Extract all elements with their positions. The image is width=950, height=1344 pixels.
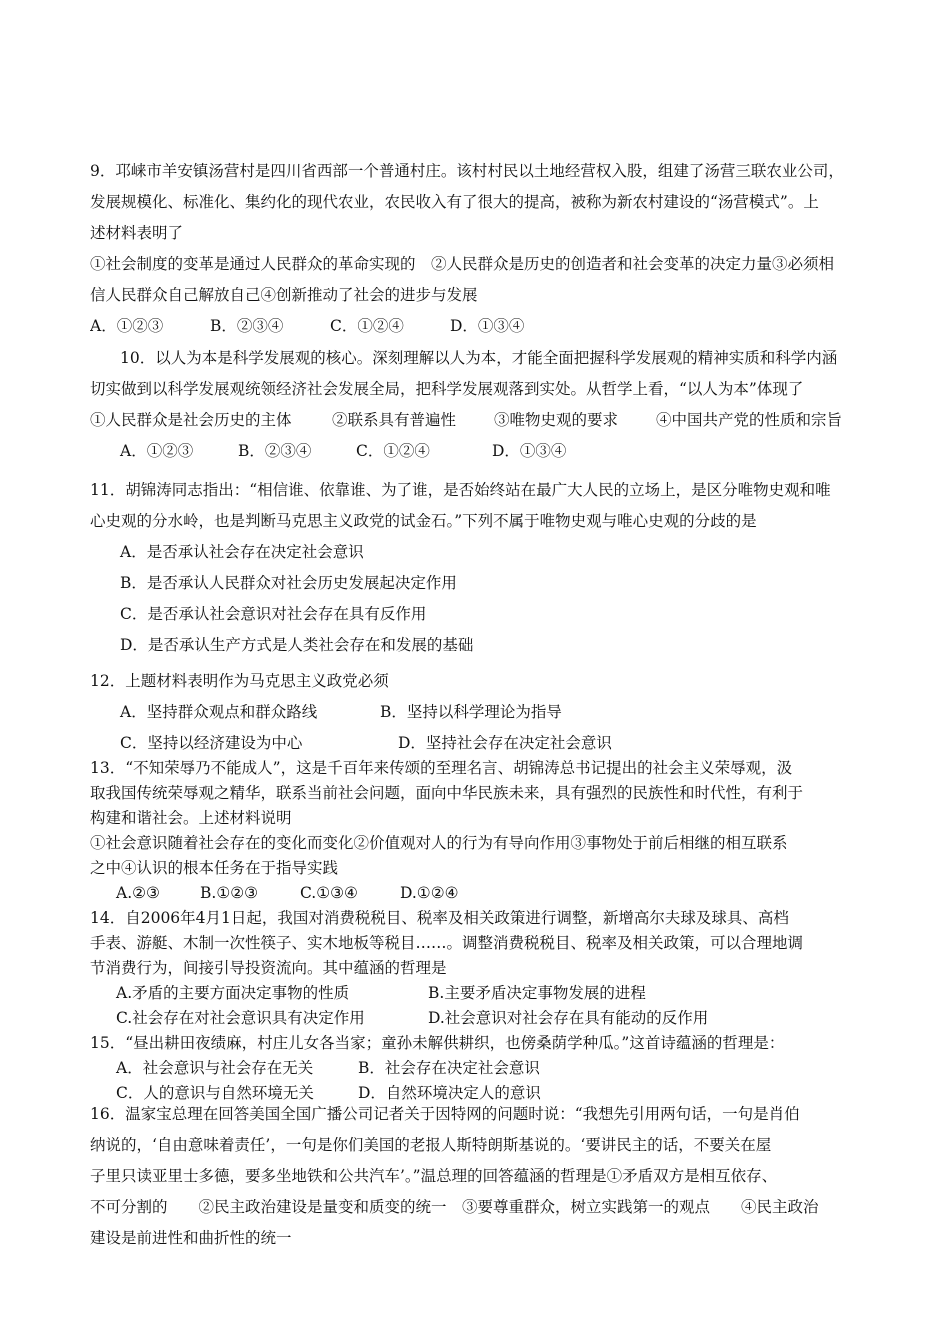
question-10-items — [90, 405, 870, 436]
option-b: B．社会存在决定社会意识 — [358, 1059, 540, 1077]
question-14-options-row-2 — [90, 1006, 870, 1031]
option-c: C．人的意识与自然环境无关 — [116, 1084, 314, 1102]
question-15-options-row-1 — [90, 1056, 870, 1081]
item-1: ①人民群众是社会历史的主体 — [90, 411, 292, 429]
question-15-stem: 15．“昼出耕田夜绩麻，村庄儿女各当家；童孙未解供耕织，也傍桑荫学种瓜。”这首诗蕴涵的哲理是： — [90, 1034, 785, 1052]
option-c: C．①②④ — [330, 317, 404, 335]
question-16-stem-line: 子里只读亚里士多德，要多坐地铁和公共汽车’。”温总理的回答蕴涵的哲理是①矛盾双方是相互依存、 — [90, 1167, 778, 1185]
question-9-stem-line: 9．邛崃市羊安镇汤营村是四川省西部一个普通村庄。该村村民以土地经营权入股，组建了汤营三联农业公司， — [90, 162, 844, 180]
option-d: D.①②④ — [400, 884, 459, 902]
question-11-stem-line: 11．胡锦涛同志指出：“相信谁、依靠谁、为了谁，是否始终站在最广大人民的立场上，是区分唯物史观和唯 — [90, 481, 831, 499]
item-3: ③唯物史观的要求 — [494, 411, 619, 429]
item-2: ②联系具有普遍性 — [332, 411, 457, 429]
option-d: D．①③④ — [492, 442, 567, 460]
question-9-options — [90, 311, 870, 342]
question-13-item-line: 之中④认识的根本任务在于指导实践 — [90, 859, 339, 877]
option-c: C.社会存在对社会意识具有决定作用 — [116, 1009, 365, 1027]
question-12-options-row-1 — [90, 697, 870, 728]
option-c: C．坚持以经济建设为中心 — [120, 734, 303, 752]
option-b: B.①②③ — [200, 884, 259, 902]
question-14-stem-line: 节消费行为，间接引导投资流向。其中蕴涵的哲理是 — [90, 959, 447, 977]
question-10-stem-line: 切实做到以科学发展观统领经济社会发展全局，把科学发展观落到实处。从哲学上看，“以人为本”体现了 — [90, 380, 804, 398]
option-d: D．①③④ — [450, 317, 525, 335]
option-b: B．坚持以科学理论为指导 — [380, 703, 562, 721]
option-b: B．②③④ — [238, 442, 312, 460]
question-13-options — [90, 881, 870, 906]
question-9-item-line: ①社会制度的变革是通过人民群众的革命实现的 ②人民群众是历史的创造者和社会变革的决定力量③必须相 — [90, 255, 835, 273]
option-a: A．是否承认社会存在决定社会意识 — [120, 543, 364, 561]
option-d: D．是否承认生产方式是人类社会存在和发展的基础 — [120, 636, 474, 654]
option-a: A．①②③ — [90, 317, 164, 335]
question-12 — [90, 666, 870, 759]
question-13-item-line: ①社会意识随着社会存在的变化而变化②价值观对人的行为有导向作用③事物处于前后相继的相互联系 — [90, 834, 788, 852]
option-a: A.矛盾的主要方面决定事物的性质 — [116, 984, 350, 1002]
option-b: B．是否承认人民群众对社会历史发展起决定作用 — [120, 574, 457, 592]
question-13-stem-line: 取我国传统荣辱观之精华，联系当前社会问题，面向中华民族未来，具有强烈的民族性和时代性，有利于 — [90, 784, 804, 802]
question-9 — [90, 156, 870, 342]
option-a: A．坚持群众观点和群众路线 — [120, 703, 318, 721]
option-d: D.社会意识对社会存在具有能动的反作用 — [428, 1009, 709, 1027]
option-d: D．坚持社会存在决定社会意识 — [398, 734, 612, 752]
option-a: A．社会意识与社会存在无关 — [116, 1059, 314, 1077]
question-9-item-line: 信人民群众自己解放自己④创新推动了社会的进步与发展 — [90, 286, 478, 304]
question-9-stem-line: 发展规模化、标准化、集约化的现代农业，农民收入有了很大的提高，被称为新农村建设的“汤营模式”。上 — [90, 193, 819, 211]
option-a: A．①②③ — [120, 442, 194, 460]
question-9-stem-line: 述材料表明了 — [90, 224, 184, 242]
option-a: A.②③ — [116, 884, 160, 902]
question-16-stem-line: 16．温家宝总理在回答美国全国广播公司记者关于因特网的问题时说：“我想先引用两句话，一句是肖伯 — [90, 1105, 800, 1123]
question-10 — [90, 343, 870, 467]
question-12-options-row-2 — [90, 728, 870, 759]
question-10-stem-line: 10．以人为本是科学发展观的核心。深刻理解以人为本，才能全面把握科学发展观的精神实质和科学内涵 — [120, 349, 838, 367]
question-14-stem-line: 手表、游艇、木制一次性筷子、实木地板等税目……。调整消费税税目、税率及相关政策，可以合理地调 — [90, 934, 804, 952]
question-15 — [90, 1031, 870, 1106]
question-11-stem-line: 心史观的分水岭，也是判断马克思主义政党的试金石。”下列不属于唯物史观与唯心史观的分歧的是 — [90, 512, 757, 530]
question-11 — [90, 475, 870, 661]
question-10-options — [90, 436, 870, 467]
option-d: D．自然环境决定人的意识 — [358, 1084, 541, 1102]
question-13-stem-line: 13．“不知荣辱乃不能成人”，这是千百年来传颂的至理名言、胡锦涛总书记提出的社会主义荣辱观，汲 — [90, 759, 793, 777]
option-c: C．①②④ — [356, 442, 430, 460]
question-13-stem-line: 构建和谐社会。上述材料说明 — [90, 809, 292, 827]
question-16 — [90, 1099, 870, 1254]
question-16-stem-line: 不可分割的 ②民主政治建设是量变和质变的统一 ③要尊重群众，树立实践第一的观点 ④民主政治 — [90, 1198, 819, 1216]
question-14 — [90, 906, 870, 1031]
item-4: ④中国共产党的性质和宗旨 — [656, 411, 843, 429]
question-16-stem-line: 纳说的，‘自由意味着责任’，一句是你们美国的老报人斯特朗斯基说的。‘要讲民主的话，不要关在屋 — [90, 1136, 772, 1154]
question-14-options-row-1 — [90, 981, 870, 1006]
question-12-stem: 12．上题材料表明作为马克思主义政党必须 — [90, 672, 389, 690]
option-b: B.主要矛盾决定事物发展的进程 — [428, 984, 646, 1002]
option-c: C．是否承认社会意识对社会存在具有反作用 — [120, 605, 427, 623]
option-b: B．②③④ — [210, 317, 284, 335]
option-c: C.①③④ — [300, 884, 358, 902]
question-16-stem-line: 建设是前进性和曲折性的统一 — [90, 1229, 292, 1247]
question-13 — [90, 756, 870, 906]
question-14-stem-line: 14．自2006年4月1日起，我国对消费税税目、税率及相关政策进行调整，新增高尔夫球及球具、高档 — [90, 909, 789, 927]
